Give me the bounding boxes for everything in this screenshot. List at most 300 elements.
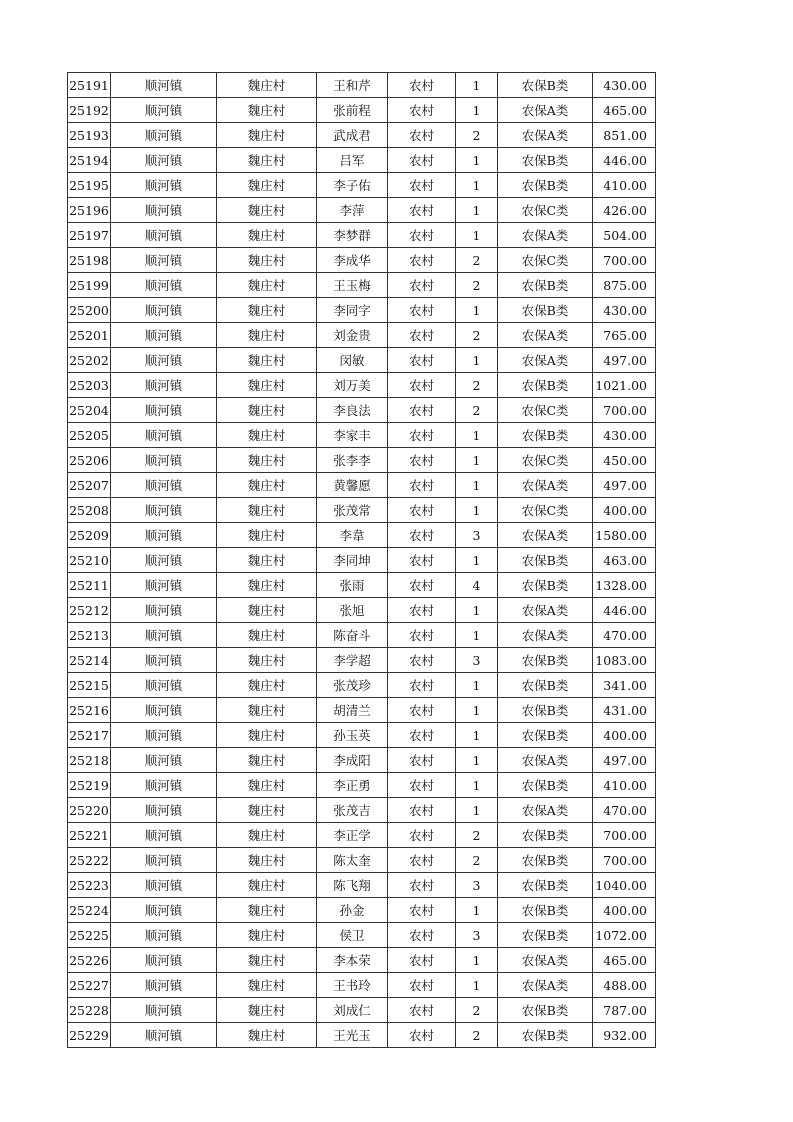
village-cell: 魏庄村 — [217, 1023, 317, 1048]
table-row — [68, 648, 656, 673]
id-cell: 25209 — [68, 523, 111, 548]
town-cell: 顺河镇 — [111, 798, 217, 823]
table-row — [68, 198, 656, 223]
amount-cell: 497.00 — [593, 348, 656, 373]
town-cell: 顺河镇 — [111, 348, 217, 373]
town-cell: 顺河镇 — [111, 123, 217, 148]
amount-cell: 400.00 — [593, 498, 656, 523]
table-row — [68, 348, 656, 373]
type-cell: 农村 — [388, 448, 456, 473]
id-cell: 25198 — [68, 248, 111, 273]
count-cell: 1 — [456, 173, 498, 198]
amount-cell: 410.00 — [593, 773, 656, 798]
name-cell: 陈飞翔 — [317, 873, 388, 898]
count-cell: 1 — [456, 148, 498, 173]
type-cell: 农村 — [388, 573, 456, 598]
count-cell: 1 — [456, 448, 498, 473]
type-cell: 农村 — [388, 873, 456, 898]
type-cell: 农村 — [388, 398, 456, 423]
table-row — [68, 173, 656, 198]
amount-cell: 787.00 — [593, 998, 656, 1023]
town-cell: 顺河镇 — [111, 273, 217, 298]
village-cell: 魏庄村 — [217, 73, 317, 98]
village-cell: 魏庄村 — [217, 123, 317, 148]
table-row — [68, 448, 656, 473]
count-cell: 1 — [456, 698, 498, 723]
id-cell: 25212 — [68, 598, 111, 623]
name-cell: 李成华 — [317, 248, 388, 273]
id-cell: 25214 — [68, 648, 111, 673]
table-row — [68, 598, 656, 623]
name-cell: 张茂常 — [317, 498, 388, 523]
amount-cell: 446.00 — [593, 598, 656, 623]
name-cell: 李正学 — [317, 823, 388, 848]
count-cell: 1 — [456, 198, 498, 223]
id-cell: 25194 — [68, 148, 111, 173]
count-cell: 2 — [456, 1023, 498, 1048]
count-cell: 3 — [456, 923, 498, 948]
town-cell: 顺河镇 — [111, 648, 217, 673]
count-cell: 1 — [456, 898, 498, 923]
town-cell: 顺河镇 — [111, 298, 217, 323]
type-cell: 农村 — [388, 423, 456, 448]
village-cell: 魏庄村 — [217, 223, 317, 248]
count-cell: 1 — [456, 798, 498, 823]
table-row — [68, 748, 656, 773]
village-cell: 魏庄村 — [217, 423, 317, 448]
name-cell: 孙金 — [317, 898, 388, 923]
category-cell: 农保B类 — [498, 848, 593, 873]
type-cell: 农村 — [388, 323, 456, 348]
village-cell: 魏庄村 — [217, 973, 317, 998]
village-cell: 魏庄村 — [217, 998, 317, 1023]
count-cell: 1 — [456, 773, 498, 798]
id-cell: 25191 — [68, 73, 111, 98]
category-cell: 农保C类 — [498, 198, 593, 223]
table-row — [68, 798, 656, 823]
town-cell: 顺河镇 — [111, 373, 217, 398]
type-cell: 农村 — [388, 148, 456, 173]
amount-cell: 1040.00 — [593, 873, 656, 898]
name-cell: 刘成仁 — [317, 998, 388, 1023]
id-cell: 25206 — [68, 448, 111, 473]
category-cell: 农保A类 — [498, 323, 593, 348]
village-cell: 魏庄村 — [217, 398, 317, 423]
category-cell: 农保B类 — [498, 373, 593, 398]
town-cell: 顺河镇 — [111, 573, 217, 598]
category-cell: 农保B类 — [498, 298, 593, 323]
table-row — [68, 473, 656, 498]
id-cell: 25195 — [68, 173, 111, 198]
id-cell: 25216 — [68, 698, 111, 723]
name-cell: 王光玉 — [317, 1023, 388, 1048]
name-cell: 张雨 — [317, 573, 388, 598]
name-cell: 王玉梅 — [317, 273, 388, 298]
table-row — [68, 73, 656, 98]
table-row — [68, 773, 656, 798]
type-cell: 农村 — [388, 823, 456, 848]
type-cell: 农村 — [388, 748, 456, 773]
town-cell: 顺河镇 — [111, 148, 217, 173]
category-cell: 农保A类 — [498, 748, 593, 773]
category-cell: 农保B类 — [498, 73, 593, 98]
id-cell: 25219 — [68, 773, 111, 798]
table-row — [68, 323, 656, 348]
village-cell: 魏庄村 — [217, 523, 317, 548]
village-cell: 魏庄村 — [217, 273, 317, 298]
category-cell: 农保A类 — [498, 98, 593, 123]
type-cell: 农村 — [388, 648, 456, 673]
table-row — [68, 223, 656, 248]
amount-cell: 465.00 — [593, 98, 656, 123]
town-cell: 顺河镇 — [111, 973, 217, 998]
table-row — [68, 98, 656, 123]
village-cell: 魏庄村 — [217, 873, 317, 898]
id-cell: 25215 — [68, 673, 111, 698]
type-cell: 农村 — [388, 923, 456, 948]
count-cell: 4 — [456, 573, 498, 598]
count-cell: 1 — [456, 73, 498, 98]
type-cell: 农村 — [388, 373, 456, 398]
amount-cell: 765.00 — [593, 323, 656, 348]
town-cell: 顺河镇 — [111, 423, 217, 448]
amount-cell: 410.00 — [593, 173, 656, 198]
category-cell: 农保C类 — [498, 248, 593, 273]
count-cell: 1 — [456, 748, 498, 773]
id-cell: 25210 — [68, 548, 111, 573]
count-cell: 1 — [456, 673, 498, 698]
village-cell: 魏庄村 — [217, 573, 317, 598]
town-cell: 顺河镇 — [111, 948, 217, 973]
town-cell: 顺河镇 — [111, 223, 217, 248]
name-cell: 李同坤 — [317, 548, 388, 573]
id-cell: 25227 — [68, 973, 111, 998]
town-cell: 顺河镇 — [111, 173, 217, 198]
town-cell: 顺河镇 — [111, 448, 217, 473]
village-cell: 魏庄村 — [217, 148, 317, 173]
amount-cell: 430.00 — [593, 423, 656, 448]
name-cell: 李子佑 — [317, 173, 388, 198]
count-cell: 1 — [456, 498, 498, 523]
name-cell: 李成阳 — [317, 748, 388, 773]
town-cell: 顺河镇 — [111, 673, 217, 698]
count-cell: 3 — [456, 648, 498, 673]
type-cell: 农村 — [388, 998, 456, 1023]
name-cell: 闵敏 — [317, 348, 388, 373]
village-cell: 魏庄村 — [217, 898, 317, 923]
category-cell: 农保A类 — [498, 523, 593, 548]
category-cell: 农保A类 — [498, 973, 593, 998]
count-cell: 2 — [456, 273, 498, 298]
name-cell: 王和芹 — [317, 73, 388, 98]
village-cell: 魏庄村 — [217, 823, 317, 848]
table-row — [68, 123, 656, 148]
amount-cell: 932.00 — [593, 1023, 656, 1048]
id-cell: 25224 — [68, 898, 111, 923]
category-cell: 农保B类 — [498, 423, 593, 448]
id-cell: 25208 — [68, 498, 111, 523]
amount-cell: 470.00 — [593, 798, 656, 823]
id-cell: 25201 — [68, 323, 111, 348]
amount-cell: 700.00 — [593, 248, 656, 273]
type-cell: 农村 — [388, 698, 456, 723]
name-cell: 武成君 — [317, 123, 388, 148]
id-cell: 25226 — [68, 948, 111, 973]
type-cell: 农村 — [388, 598, 456, 623]
type-cell: 农村 — [388, 973, 456, 998]
count-cell: 1 — [456, 473, 498, 498]
village-cell: 魏庄村 — [217, 373, 317, 398]
town-cell: 顺河镇 — [111, 398, 217, 423]
village-cell: 魏庄村 — [217, 448, 317, 473]
name-cell: 刘金贵 — [317, 323, 388, 348]
table-row — [68, 973, 656, 998]
category-cell: 农保C类 — [498, 448, 593, 473]
town-cell: 顺河镇 — [111, 623, 217, 648]
type-cell: 农村 — [388, 498, 456, 523]
town-cell: 顺河镇 — [111, 873, 217, 898]
amount-cell: 488.00 — [593, 973, 656, 998]
village-cell: 魏庄村 — [217, 623, 317, 648]
type-cell: 农村 — [388, 898, 456, 923]
category-cell: 农保B类 — [498, 998, 593, 1023]
data-table — [67, 72, 656, 1048]
count-cell: 2 — [456, 248, 498, 273]
village-cell: 魏庄村 — [217, 498, 317, 523]
town-cell: 顺河镇 — [111, 473, 217, 498]
town-cell: 顺河镇 — [111, 248, 217, 273]
amount-cell: 341.00 — [593, 673, 656, 698]
category-cell: 农保B类 — [498, 273, 593, 298]
category-cell: 农保B类 — [498, 1023, 593, 1048]
type-cell: 农村 — [388, 673, 456, 698]
amount-cell: 470.00 — [593, 623, 656, 648]
category-cell: 农保B类 — [498, 898, 593, 923]
name-cell: 李同字 — [317, 298, 388, 323]
village-cell: 魏庄村 — [217, 548, 317, 573]
table-row — [68, 273, 656, 298]
name-cell: 张茂吉 — [317, 798, 388, 823]
type-cell: 农村 — [388, 548, 456, 573]
type-cell: 农村 — [388, 1023, 456, 1048]
category-cell: 农保B类 — [498, 773, 593, 798]
amount-cell: 875.00 — [593, 273, 656, 298]
amount-cell: 426.00 — [593, 198, 656, 223]
count-cell: 1 — [456, 598, 498, 623]
name-cell: 侯卫 — [317, 923, 388, 948]
amount-cell: 1328.00 — [593, 573, 656, 598]
type-cell: 农村 — [388, 173, 456, 198]
village-cell: 魏庄村 — [217, 948, 317, 973]
amount-cell: 1072.00 — [593, 923, 656, 948]
category-cell: 农保A类 — [498, 598, 593, 623]
amount-cell: 400.00 — [593, 723, 656, 748]
id-cell: 25207 — [68, 473, 111, 498]
village-cell: 魏庄村 — [217, 648, 317, 673]
name-cell: 李梦群 — [317, 223, 388, 248]
village-cell: 魏庄村 — [217, 798, 317, 823]
town-cell: 顺河镇 — [111, 923, 217, 948]
name-cell: 黄馨愿 — [317, 473, 388, 498]
name-cell: 胡清兰 — [317, 698, 388, 723]
category-cell: 农保B类 — [498, 923, 593, 948]
town-cell: 顺河镇 — [111, 98, 217, 123]
id-cell: 25229 — [68, 1023, 111, 1048]
table-row — [68, 373, 656, 398]
table-row — [68, 873, 656, 898]
count-cell: 1 — [456, 223, 498, 248]
table-row — [68, 673, 656, 698]
town-cell: 顺河镇 — [111, 598, 217, 623]
category-cell: 农保B类 — [498, 698, 593, 723]
name-cell: 张茂珍 — [317, 673, 388, 698]
name-cell: 李本荣 — [317, 948, 388, 973]
id-cell: 25202 — [68, 348, 111, 373]
type-cell: 农村 — [388, 623, 456, 648]
count-cell: 2 — [456, 998, 498, 1023]
category-cell: 农保B类 — [498, 673, 593, 698]
name-cell: 李正勇 — [317, 773, 388, 798]
type-cell: 农村 — [388, 198, 456, 223]
category-cell: 农保B类 — [498, 573, 593, 598]
village-cell: 魏庄村 — [217, 598, 317, 623]
category-cell: 农保C类 — [498, 398, 593, 423]
amount-cell: 400.00 — [593, 898, 656, 923]
village-cell: 魏庄村 — [217, 473, 317, 498]
town-cell: 顺河镇 — [111, 698, 217, 723]
amount-cell: 463.00 — [593, 548, 656, 573]
town-cell: 顺河镇 — [111, 848, 217, 873]
village-cell: 魏庄村 — [217, 198, 317, 223]
category-cell: 农保A类 — [498, 348, 593, 373]
table-row — [68, 423, 656, 448]
table-row — [68, 998, 656, 1023]
table-row — [68, 948, 656, 973]
count-cell: 1 — [456, 948, 498, 973]
type-cell: 农村 — [388, 773, 456, 798]
amount-cell: 1083.00 — [593, 648, 656, 673]
village-cell: 魏庄村 — [217, 348, 317, 373]
category-cell: 农保B类 — [498, 723, 593, 748]
category-cell: 农保A类 — [498, 948, 593, 973]
category-cell: 农保A类 — [498, 798, 593, 823]
id-cell: 25192 — [68, 98, 111, 123]
table-row — [68, 848, 656, 873]
name-cell: 陈太奎 — [317, 848, 388, 873]
count-cell: 2 — [456, 848, 498, 873]
id-cell: 25200 — [68, 298, 111, 323]
name-cell: 孙玉英 — [317, 723, 388, 748]
name-cell: 李学超 — [317, 648, 388, 673]
category-cell: 农保A类 — [498, 123, 593, 148]
type-cell: 农村 — [388, 248, 456, 273]
count-cell: 1 — [456, 98, 498, 123]
id-cell: 25193 — [68, 123, 111, 148]
town-cell: 顺河镇 — [111, 73, 217, 98]
village-cell: 魏庄村 — [217, 173, 317, 198]
type-cell: 农村 — [388, 123, 456, 148]
count-cell: 2 — [456, 823, 498, 848]
count-cell: 1 — [456, 298, 498, 323]
amount-cell: 450.00 — [593, 448, 656, 473]
amount-cell: 1580.00 — [593, 523, 656, 548]
type-cell: 农村 — [388, 948, 456, 973]
name-cell: 李良法 — [317, 398, 388, 423]
category-cell: 农保B类 — [498, 548, 593, 573]
category-cell: 农保A类 — [498, 223, 593, 248]
town-cell: 顺河镇 — [111, 523, 217, 548]
category-cell: 农保B类 — [498, 873, 593, 898]
type-cell: 农村 — [388, 298, 456, 323]
amount-cell: 700.00 — [593, 848, 656, 873]
id-cell: 25220 — [68, 798, 111, 823]
town-cell: 顺河镇 — [111, 1023, 217, 1048]
id-cell: 25222 — [68, 848, 111, 873]
type-cell: 农村 — [388, 348, 456, 373]
id-cell: 25205 — [68, 423, 111, 448]
village-cell: 魏庄村 — [217, 248, 317, 273]
amount-cell: 851.00 — [593, 123, 656, 148]
table-row — [68, 398, 656, 423]
count-cell: 1 — [456, 723, 498, 748]
village-cell: 魏庄村 — [217, 698, 317, 723]
village-cell: 魏庄村 — [217, 923, 317, 948]
amount-cell: 465.00 — [593, 948, 656, 973]
count-cell: 1 — [456, 623, 498, 648]
count-cell: 1 — [456, 423, 498, 448]
name-cell: 李家丰 — [317, 423, 388, 448]
id-cell: 25225 — [68, 923, 111, 948]
town-cell: 顺河镇 — [111, 898, 217, 923]
name-cell: 李韋 — [317, 523, 388, 548]
count-cell: 1 — [456, 548, 498, 573]
amount-cell: 431.00 — [593, 698, 656, 723]
count-cell: 2 — [456, 398, 498, 423]
name-cell: 吕军 — [317, 148, 388, 173]
table-row — [68, 898, 656, 923]
name-cell: 张旭 — [317, 598, 388, 623]
category-cell: 农保B类 — [498, 148, 593, 173]
town-cell: 顺河镇 — [111, 498, 217, 523]
id-cell: 25211 — [68, 573, 111, 598]
table-row — [68, 723, 656, 748]
table-row — [68, 248, 656, 273]
id-cell: 25203 — [68, 373, 111, 398]
category-cell: 农保A类 — [498, 473, 593, 498]
village-cell: 魏庄村 — [217, 848, 317, 873]
table-row — [68, 923, 656, 948]
id-cell: 25217 — [68, 723, 111, 748]
type-cell: 农村 — [388, 473, 456, 498]
table-row — [68, 148, 656, 173]
town-cell: 顺河镇 — [111, 748, 217, 773]
count-cell: 2 — [456, 323, 498, 348]
table-row — [68, 1023, 656, 1048]
id-cell: 25228 — [68, 998, 111, 1023]
town-cell: 顺河镇 — [111, 723, 217, 748]
village-cell: 魏庄村 — [217, 98, 317, 123]
table-row — [68, 623, 656, 648]
table-row — [68, 298, 656, 323]
name-cell: 王书玲 — [317, 973, 388, 998]
count-cell: 1 — [456, 973, 498, 998]
table-row — [68, 523, 656, 548]
amount-cell: 700.00 — [593, 823, 656, 848]
count-cell: 2 — [456, 373, 498, 398]
type-cell: 农村 — [388, 98, 456, 123]
table-row — [68, 698, 656, 723]
town-cell: 顺河镇 — [111, 823, 217, 848]
